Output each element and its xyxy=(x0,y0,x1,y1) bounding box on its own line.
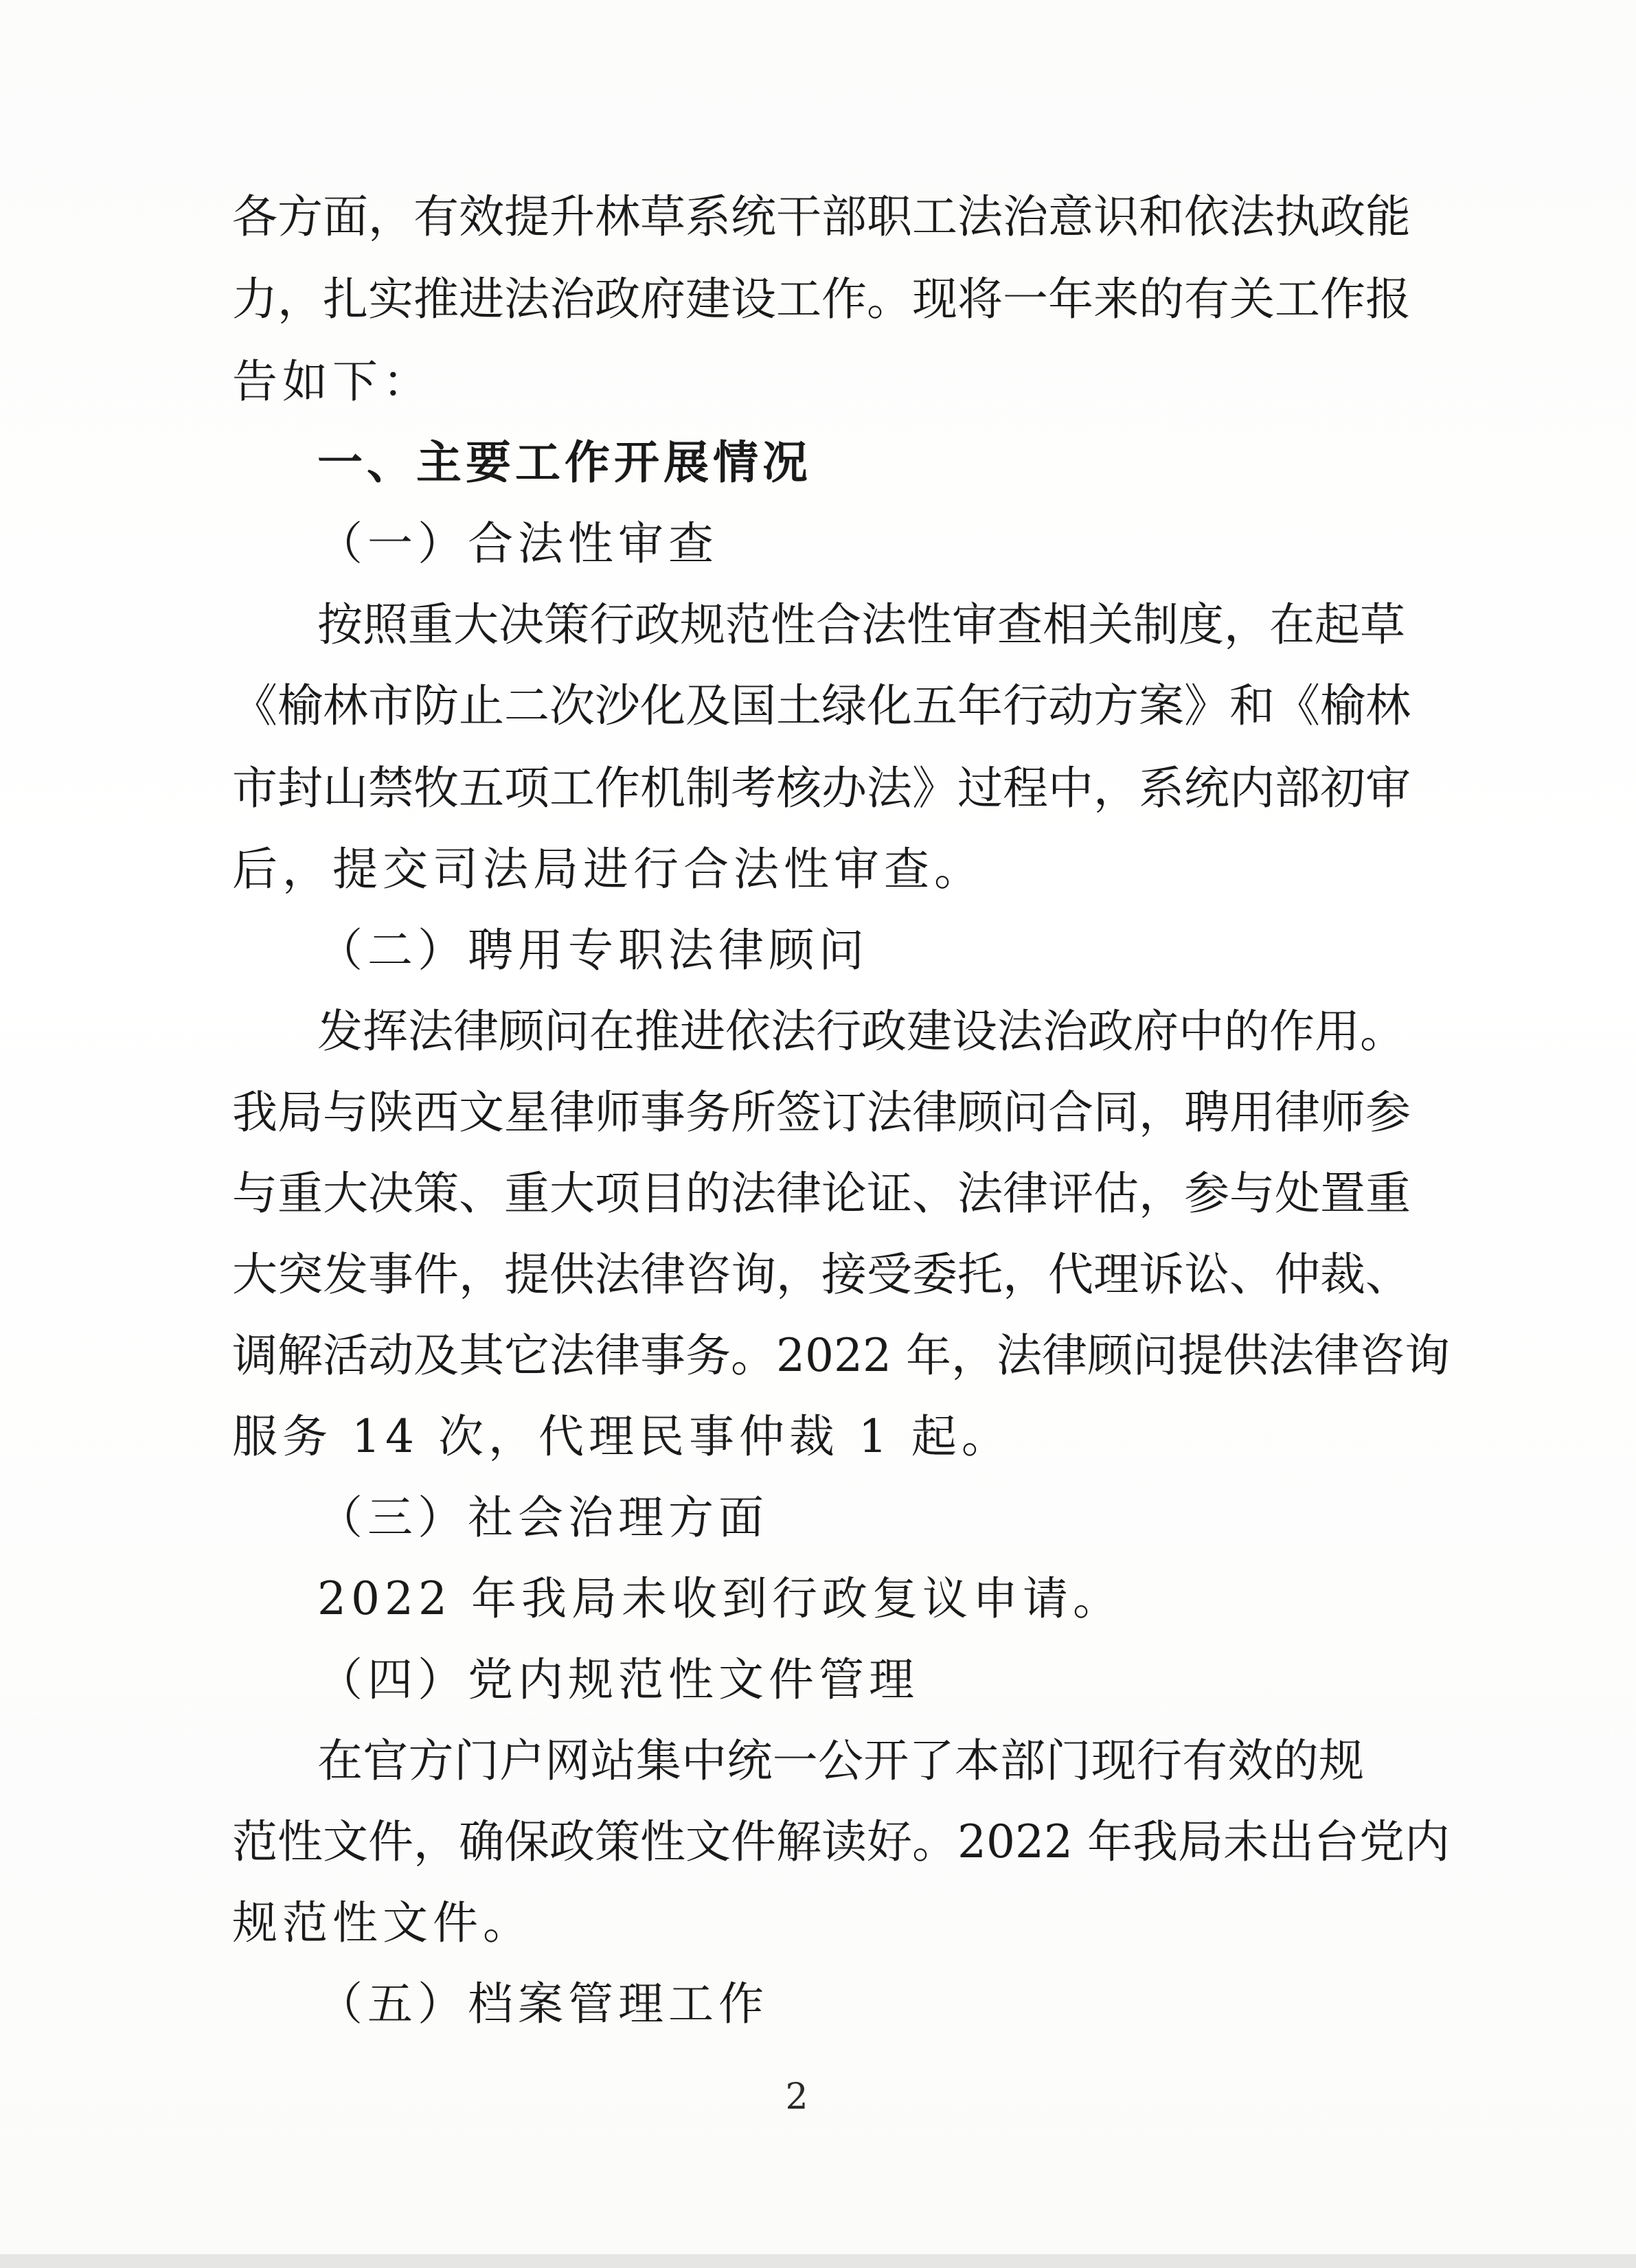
paragraph-line: 后，提交司法局进行合法性审查。 xyxy=(232,843,984,896)
section-heading: 一、主要工作开展情况 xyxy=(317,436,812,489)
subsection-heading: （四）党内规范性文件管理 xyxy=(317,1653,919,1706)
scan-bottom-edge xyxy=(0,2254,1636,2268)
paragraph-line: 发挥法律顾问在推进依法行政建设法治政府中的作用。 xyxy=(317,1005,1405,1058)
paragraph-line: 与重大决策、重大项目的法律论证、法律评估，参与处置重 xyxy=(232,1167,1411,1220)
paragraph-line: 在官方门户网站集中统一公开了本部门现行有效的规 xyxy=(317,1734,1364,1787)
paragraph-line: 2022 年我局未收到行政复议申请。 xyxy=(317,1572,1123,1625)
subsection-heading: （二）聘用专职法律顾问 xyxy=(317,924,869,977)
paragraph-line: 告如下： xyxy=(232,355,433,408)
paragraph-line: 范性文件，确保政策性文件解读好。2022 年我局未出台党内 xyxy=(232,1815,1450,1868)
page-number: 2 xyxy=(785,2076,808,2118)
subsection-heading: （一）合法性审查 xyxy=(317,517,718,570)
paragraph-line: 各方面，有效提升林草系统干部职工法治意识和依法执政能 xyxy=(232,190,1411,243)
paragraph-line: 我局与陕西文星律师事务所签订法律顾问合同，聘用律师参 xyxy=(232,1086,1411,1139)
subsection-heading: （五）档案管理工作 xyxy=(317,1977,769,2030)
paragraph-line: 调解活动及其它法律事务。2022 年，法律顾问提供法律咨询 xyxy=(232,1329,1450,1382)
paragraph-line: 规范性文件。 xyxy=(232,1896,533,1949)
paragraph-line: 力，扎实推进法治政府建设工作。现将一年来的有关工作报 xyxy=(232,273,1411,326)
subsection-heading: （三）社会治理方面 xyxy=(317,1491,769,1544)
paragraph-line: 市封山禁牧五项工作机制考核办法》过程中，系统内部初审 xyxy=(232,762,1411,815)
paragraph-line: 大突发事件，提供法律咨询，接受委托，代理诉讼、仲裁、 xyxy=(232,1248,1411,1301)
paragraph-line: 按照重大决策行政规范性合法性审查相关制度，在起草 xyxy=(317,598,1405,651)
paragraph-line: 服务 14 次，代理民事仲裁 1 起。 xyxy=(232,1410,1012,1463)
paragraph-line: 《榆林市防止二次沙化及国土绿化五年行动方案》和《榆林 xyxy=(232,679,1411,732)
